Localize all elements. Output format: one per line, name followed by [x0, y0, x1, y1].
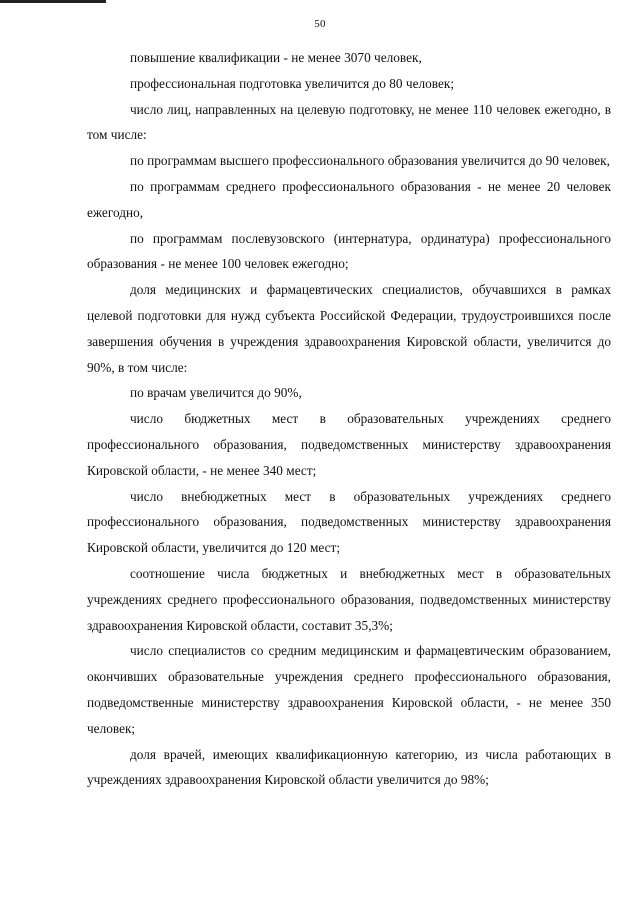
paragraph: по программам среднего профессионального образования - не менее 20 человек ежегодно,	[87, 178, 611, 220]
page-number: 50	[314, 18, 326, 30]
paragraph: доля врачей, имеющих квалификационную категорию, из числа работающих в учреждениях здравоохранения Кировской области увеличится до 98%;	[87, 746, 611, 788]
paragraph: по программам послевузовского (интернатура, ординатура) профессионального образования - не менее 100 человек ежегодно;	[87, 230, 611, 272]
paragraph: соотношение числа бюджетных и внебюджетных мест в образовательных учреждениях среднего профессионального образования, подведомственных министерству здравоохранения Кировской области, составит 35,3%;	[87, 565, 611, 633]
paragraph: число внебюджетных мест в образовательных учреждениях среднего профессионального образования, подведомственных министерству здравоохранения Кировской области, увеличится до 120 мест;	[87, 488, 611, 556]
paragraph: число специалистов со средним медицинским и фармацевтическим образованием, окончивших образовательные учреждения среднего профессионального образования, подведомственные министерству здравоохранения Кировской области, - не менее 350 человек;	[87, 643, 611, 736]
paragraph: повышение квалификации - не менее 3070 человек,	[130, 50, 422, 65]
paragraph: число бюджетных мест в образовательных учреждениях среднего профессионального образования, подведомственных министерству здравоохранения Кировской области, - не менее 340 мест;	[87, 411, 611, 478]
paragraph: по врачам увеличится до 90%,	[130, 385, 302, 401]
top-rule	[0, 0, 106, 3]
paragraph: профессиональная подготовка увеличится до 80 человек;	[130, 75, 455, 91]
document-body	[87, 45, 611, 793]
paragraph: по программам высшего профессионального образования увеличится до 90 человек,	[130, 153, 610, 169]
paragraph: число лиц, направленных на целевую подготовку, не менее 110 человек ежегодно, в том числе:	[87, 101, 611, 143]
paragraph: доля медицинских и фармацевтических специалистов, обучавшихся в рамках целевой подготовки для нужд субъекта Российской Федерации, трудоустроившихся после завершения обучения в учреждения здравоохранения Кировской области, увеличится до 90%, в том числе:	[87, 282, 611, 375]
